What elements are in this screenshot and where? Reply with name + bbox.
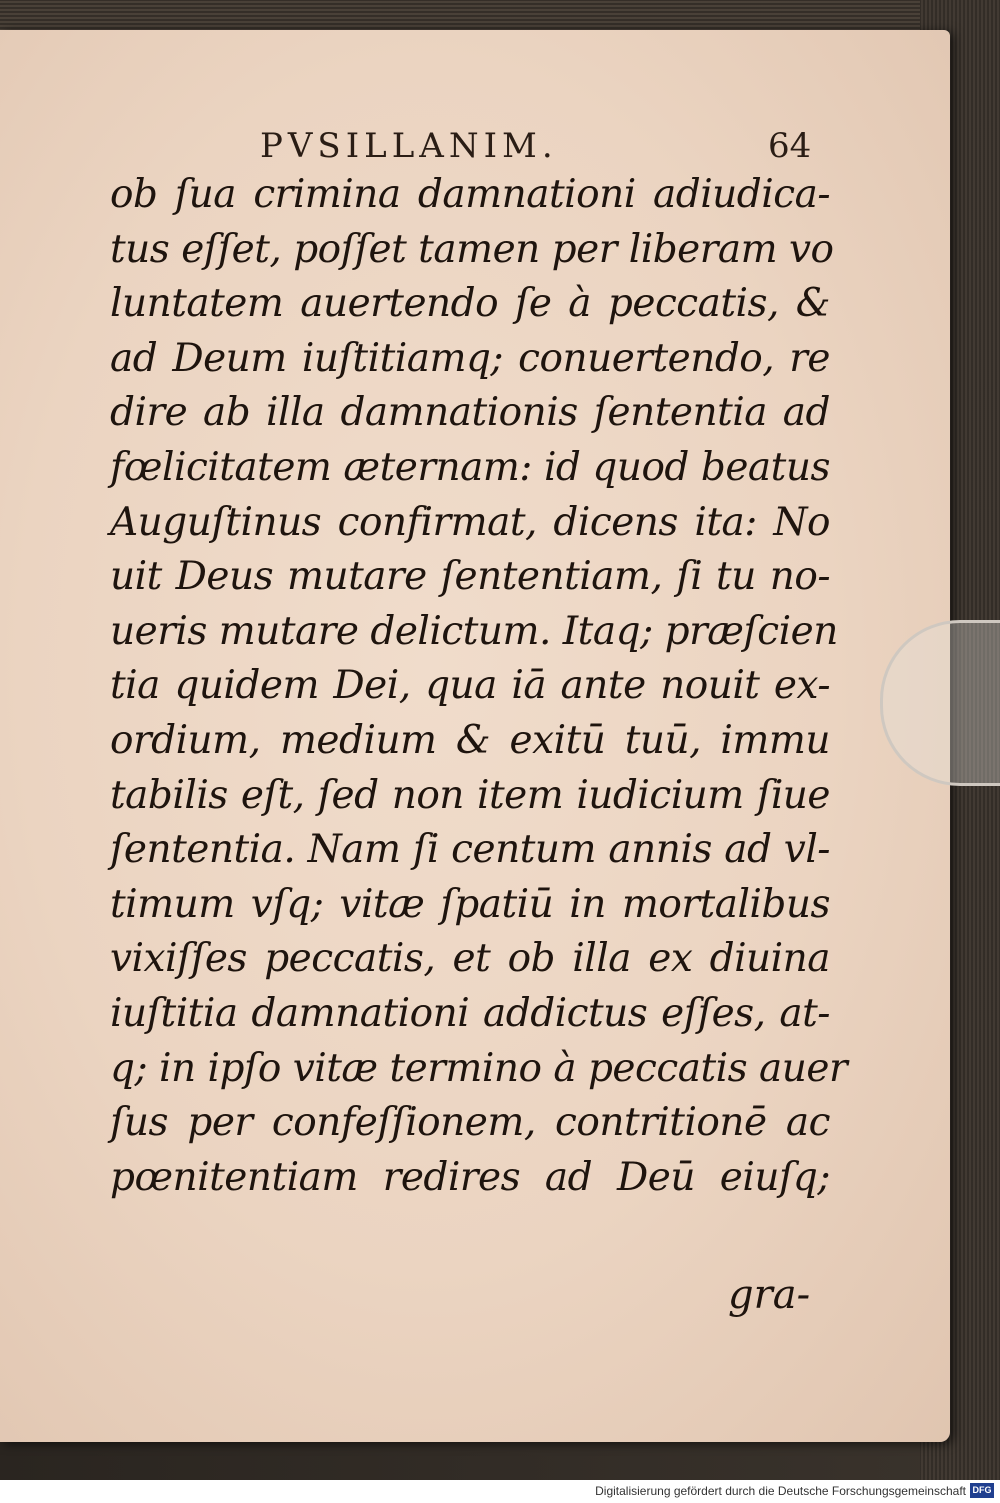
page-number: 64 [768,126,812,166]
funding-credit: Digitalisierung gefördert durch die Deutsche Forschungsgemeinschaft [595,1484,966,1498]
text-line: ſententia. Nam ſi centum annis ad vl- [110,827,830,873]
text-line: dire ab illa damnationis ſententia ad [110,390,830,436]
text-line: uit Deus mutare ſententiam, ſi tu no- [110,554,830,600]
text-line: ſus per confeſſionem, contritionē ac [110,1100,830,1146]
book-top-edge [0,0,1000,34]
running-head: PVSILLANIM. [260,126,558,166]
text-line: ueris mutare delictum. Itaq; præſcien [110,608,838,654]
text-line: timum vſq; vitæ ſpatiū in mortalibus [110,881,830,927]
text-line: iuſtitia damnationi addictus eſſes, at- [110,990,830,1036]
text-line: luntatem auertendo ſe à peccatis, & [110,281,830,327]
text-line: tabilis eſt, ſed non item iudicium ſiue [110,772,830,818]
dfg-logo-icon: DFG [970,1483,994,1498]
text-line: q; in ipſo vitæ termino à peccatis auer [110,1045,848,1091]
catchword: gra- [728,1272,811,1318]
text-line: ordium, medium & exitū tuū, immu [110,717,830,763]
text-line: tus eſſet, poſſet tamen per liberam vo [110,226,834,272]
page-header [260,126,820,166]
text-line: Auguſtinus confirmat, dicens ita: No [110,499,830,545]
text-line: fœlicitatem æternam: id quod beatus [110,444,830,490]
text-line: pœnitentiam redires ad Deū eiuſq; [110,1154,830,1200]
body-text [110,168,848,1205]
text-line: ad Deum iuſtitiamq; conuertendo, re [110,335,830,381]
text-line: ob ſua crimina damnationi adiudica- [110,172,830,217]
text-line: vixiſſes peccatis, et ob illa ex diuina [110,936,830,982]
text-line: tia quidem Dei, qua iā ante nouit ex- [110,663,830,709]
footer-bar [0,1480,1000,1503]
